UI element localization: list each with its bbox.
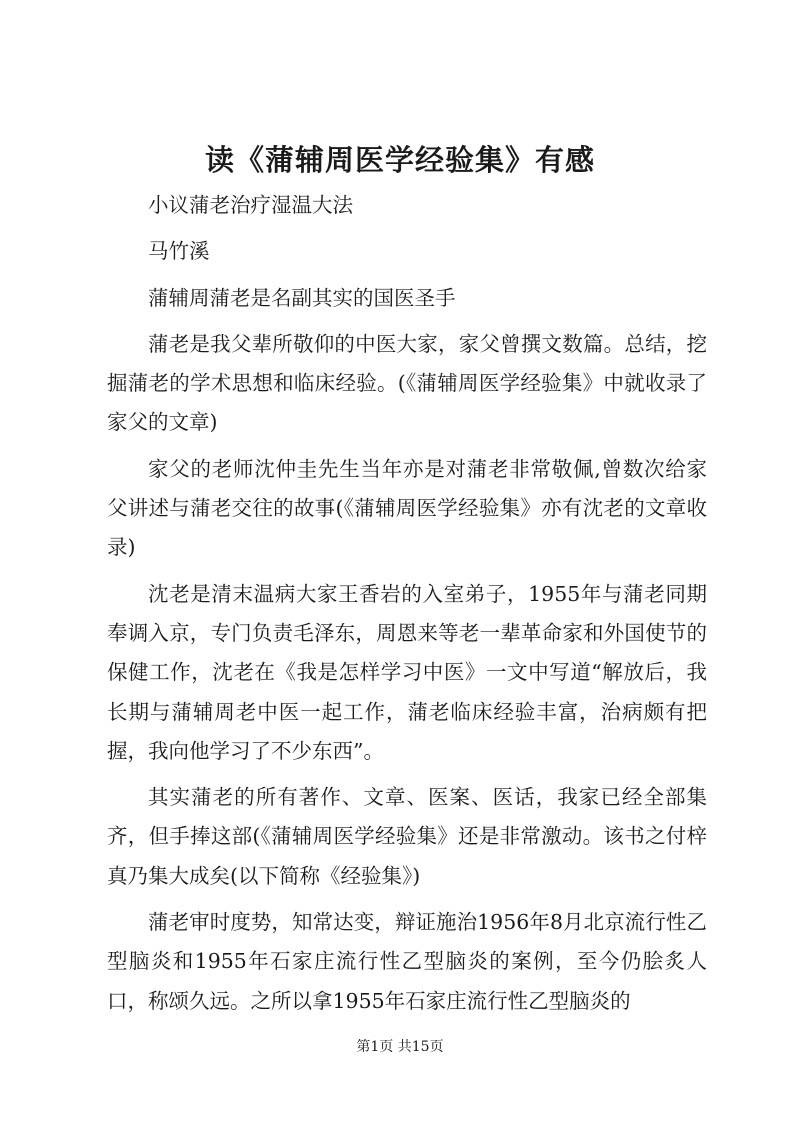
document-body	[107, 186, 707, 1028]
paragraph: 家父的老师沈仲圭先生当年亦是对蒲老非常敬佩,曾数次给家父讲述与蒲老交往的故事(《蒲辅周医学经验集》亦有沈老的文章收录)	[107, 456, 707, 560]
paragraph: 蒲辅周蒲老是名副其实的国医圣手	[148, 285, 456, 310]
paragraph: 蒲老审时度势，知常达变，辩证施治1956年8月北京流行性乙型脑炎和1955年石家庄流行性乙型脑炎的案例，至今仍脍炙人口，称颂久远。之所以拿1955年石家庄流行性乙型脑炎的	[107, 910, 707, 1013]
page-number-footer: 第1页 共15页	[356, 1039, 444, 1055]
paragraph: 蒲老是我父辈所敬仰的中医大家，家父曾撰文数篇。总结，挖掘蒲老的学术思想和临床经验。(《蒲辅周医学经验集》中就收录了家父的文章)	[107, 331, 707, 435]
paragraph: 沈老是清末温病大家王香岩的入室弟子，1955年与蒲老同期奉调入京，专门负责毛泽东，周恩来等老一辈革命家和外国使节的保健工作，沈老在《我是怎样学习中医》一文中写道“解放后，我长期与蒲辅周老中医一起工作，蒲老临床经验丰富，治病颇有把握，我向他学习了不少东西”。	[107, 581, 707, 763]
document-title: 读《蒲辅周医学经验集》有感	[204, 143, 595, 177]
paragraph: 其实蒲老的所有著作、文章、医案、医话，我家已经全部集齐，但手捧这部(《蒲辅周医学经验集》还是非常激动。该书之付梓真乃集大成矣(以下简称《经验集》)	[107, 785, 707, 888]
paragraph-author: 马竹溪	[148, 239, 210, 264]
paragraph-subtitle: 小议蒲老治疗湿温大法	[148, 193, 353, 217]
